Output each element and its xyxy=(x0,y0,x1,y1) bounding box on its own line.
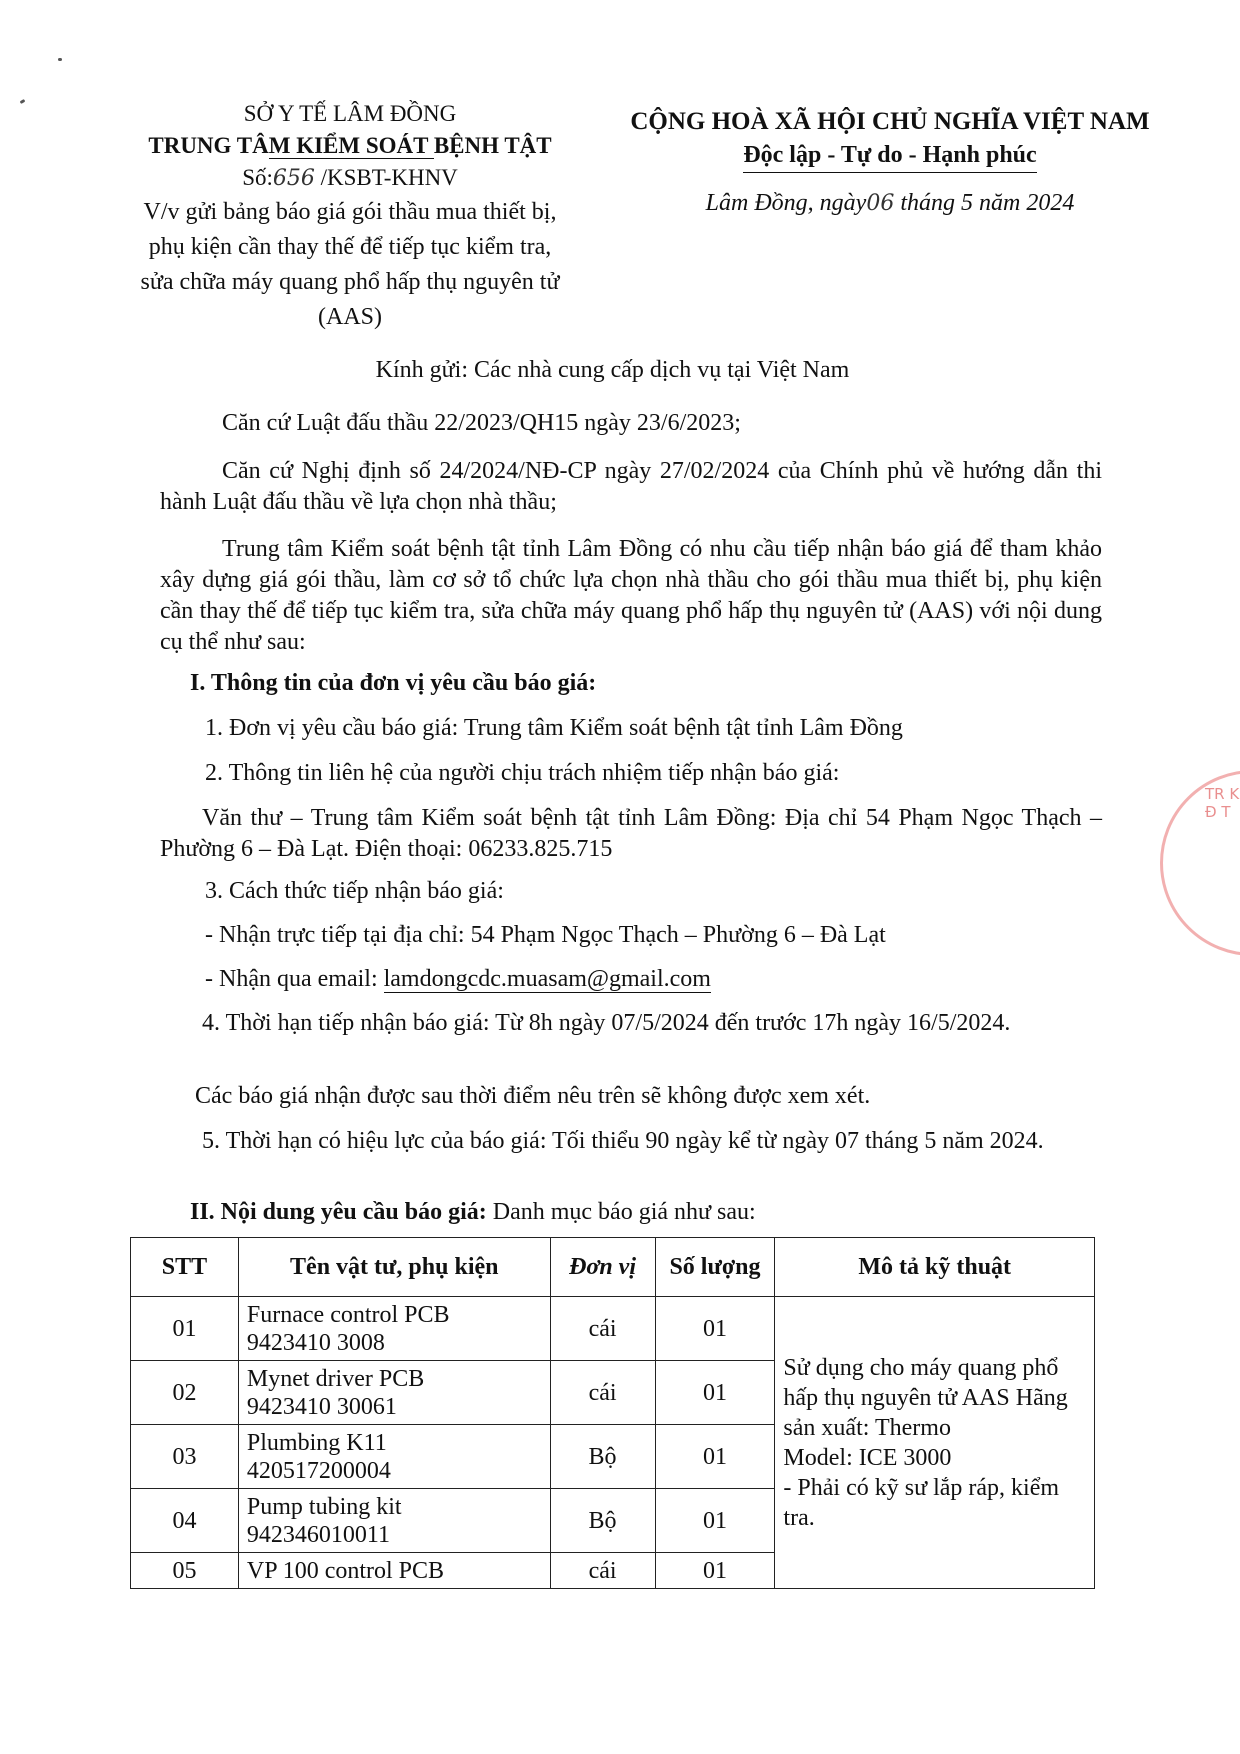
email-address[interactable]: lamdongcdc.muasam@gmail.com xyxy=(383,966,711,992)
scan-speck xyxy=(20,99,26,104)
info-item-2-detail: Văn thư – Trung tâm Kiểm soát bệnh tật tỉnh Lâm Đồng: Địa chỉ 54 Phạm Ngọc Thạch – Phường 6 – Đà Lạt. Điện thoại: 06233.825.715 xyxy=(160,805,1102,862)
scan-speck xyxy=(58,58,62,61)
item-name: Furnace control PCB xyxy=(246,1301,450,1328)
info-item-3-email xyxy=(205,964,1105,995)
item-code: 420517200004 xyxy=(246,1457,391,1484)
cell-name xyxy=(238,1553,550,1589)
date-prefix: Lâm Đồng, ngày xyxy=(705,190,867,216)
basis-law: Căn cứ Luật đấu thầu 22/2023/QH15 ngày 23/6/2023; xyxy=(222,410,741,436)
national-title: CỘNG HOÀ XÃ HỘI CHỦ NGHĨA VIỆT NAM xyxy=(630,108,1150,135)
info-item-3: 3. Cách thức tiếp nhận báo giá: xyxy=(205,878,504,904)
cell-qty: 01 xyxy=(655,1361,775,1425)
info-item-4-note: Các báo giá nhận được sau thời điểm nêu trên sẽ không được xem xét. xyxy=(195,1083,871,1109)
cell-unit: Bộ xyxy=(550,1489,655,1553)
item-code: 942346010011 xyxy=(246,1521,391,1548)
section-1-title: I. Thông tin của đơn vị yêu cầu báo giá: xyxy=(190,670,597,696)
cell-unit: cái xyxy=(550,1553,655,1589)
date-handwritten-day: 06 xyxy=(866,191,895,216)
intro-paragraph: Trung tâm Kiểm soát bệnh tật tỉnh Lâm Đồng có nhu cầu tiếp nhận báo giá để tham khảo xây dựng giá gói thầu, làm cơ sở tổ chức lựa chọn nhà thầu cho gói thầu mua thiết bị, phụ kiện cần thay thế để tiếp tục kiểm tra, sửa chữa máy quang phổ hấp thụ nguyên tử (AAS) với nội dung cụ thể như sau: xyxy=(160,536,1102,655)
greeting: Kính gửi: Các nhà cung cấp dịch vụ tại Việt Nam xyxy=(375,357,850,383)
org-name-underlined: M KIỂM SOÁT xyxy=(268,133,434,158)
org-name-part: BỆNH TẬT xyxy=(433,133,552,158)
column-header-unit: Đơn vị xyxy=(550,1238,655,1297)
info-item-4: 4. Thời hạn tiếp nhận báo giá: Từ 8h ngày 07/5/2024 đến trước 17h ngày 16/5/2024. xyxy=(202,1010,1011,1036)
description-line: Sử dụng cho máy quang phổ hấp thụ nguyên tử AAS Hãng sản xuất: Thermo xyxy=(783,1354,1068,1441)
header-left xyxy=(130,98,570,335)
cell-name xyxy=(238,1425,550,1489)
table-row xyxy=(131,1297,1095,1361)
org-parent: SỞ Y TẾ LÂM ĐỒNG xyxy=(243,101,457,126)
date-suffix: tháng 5 năm 2024 xyxy=(894,190,1075,216)
item-name: Mynet driver PCB xyxy=(246,1365,425,1392)
document-date xyxy=(590,185,1190,222)
info-item-1: 1. Đơn vị yêu cầu báo giá: Trung tâm Kiểm soát bệnh tật tỉnh Lâm Đồng xyxy=(205,715,903,741)
info-item-5: 5. Thời hạn có hiệu lực của báo giá: Tối thiểu 90 ngày kể từ ngày 07 tháng 5 năm 2024. xyxy=(202,1128,1044,1154)
section-2-rest: Danh mục báo giá như sau: xyxy=(486,1199,756,1225)
national-motto: Độc lập - Tự do - Hạnh phúc xyxy=(743,140,1036,173)
cell-qty: 01 xyxy=(655,1553,775,1589)
cell-qty: 01 xyxy=(655,1489,775,1553)
cell-unit: Bộ xyxy=(550,1425,655,1489)
column-header-qty: Số lượng xyxy=(655,1238,775,1297)
info-item-3-direct: - Nhận trực tiếp tại địa chỉ: 54 Phạm Ngọc Thạch – Phường 6 – Đà Lạt xyxy=(205,922,886,948)
item-code: 9423410 3008 xyxy=(246,1329,385,1356)
number-suffix: /KSBT-KHNV xyxy=(314,165,458,190)
item-code: 9423410 30061 xyxy=(246,1393,397,1420)
cell-qty: 01 xyxy=(655,1297,775,1361)
description-line: - Phải có kỹ sư lắp ráp, kiểm tra. xyxy=(783,1474,1060,1531)
item-name: Plumbing K11 xyxy=(246,1429,387,1456)
cell-stt: 04 xyxy=(131,1489,239,1553)
number-handwritten: 656 xyxy=(272,166,315,191)
stamp-text: TR K Đ T xyxy=(1205,785,1240,821)
cell-qty: 01 xyxy=(655,1425,775,1489)
email-label: - Nhận qua email: xyxy=(205,966,384,992)
item-name: Pump tubing kit xyxy=(246,1493,402,1520)
cell-stt: 02 xyxy=(131,1361,239,1425)
cell-name xyxy=(238,1361,550,1425)
column-header-stt: STT xyxy=(131,1238,239,1297)
section-2-title xyxy=(190,1197,1090,1228)
cell-unit: cái xyxy=(550,1361,655,1425)
section-2-heading: II. Nội dung yêu cầu báo giá: xyxy=(190,1199,487,1225)
org-name xyxy=(130,130,570,162)
basis-decree: Căn cứ Nghị định số 24/2024/NĐ-CP ngày 27/02/2024 của Chính phủ về hướng dẫn thi hành Luật đấu thầu về lựa chọn nhà thầu; xyxy=(160,458,1102,515)
column-header-name: Tên vật tư, phụ kiện xyxy=(238,1238,550,1297)
info-item-2: 2. Thông tin liên hệ của người chịu trách nhiệm tiếp nhận báo giá: xyxy=(205,760,840,786)
cell-stt: 05 xyxy=(131,1553,239,1589)
cell-name xyxy=(238,1489,550,1553)
column-header-description: Mô tả kỹ thuật xyxy=(775,1238,1095,1297)
cell-description xyxy=(775,1297,1095,1589)
cell-name xyxy=(238,1297,550,1361)
number-prefix: Số: xyxy=(242,165,273,190)
header-right xyxy=(590,104,1190,222)
document-subject: V/v gửi bảng báo giá gói thầu mua thiết bị, phụ kiện cần thay thế để tiếp tục kiểm tra, sửa chữa máy quang phổ hấp thụ nguyên tử (AAS) xyxy=(140,199,560,330)
item-name: VP 100 control PCB xyxy=(246,1557,445,1584)
org-name-part: TRUNG TÂ xyxy=(148,133,269,158)
table-header-row xyxy=(131,1238,1095,1297)
items-table xyxy=(130,1237,1095,1589)
description-line: Model: ICE 3000 xyxy=(783,1444,952,1471)
cell-stt: 03 xyxy=(131,1425,239,1489)
document-number xyxy=(130,162,570,195)
cell-stt: 01 xyxy=(131,1297,239,1361)
cell-unit: cái xyxy=(550,1297,655,1361)
